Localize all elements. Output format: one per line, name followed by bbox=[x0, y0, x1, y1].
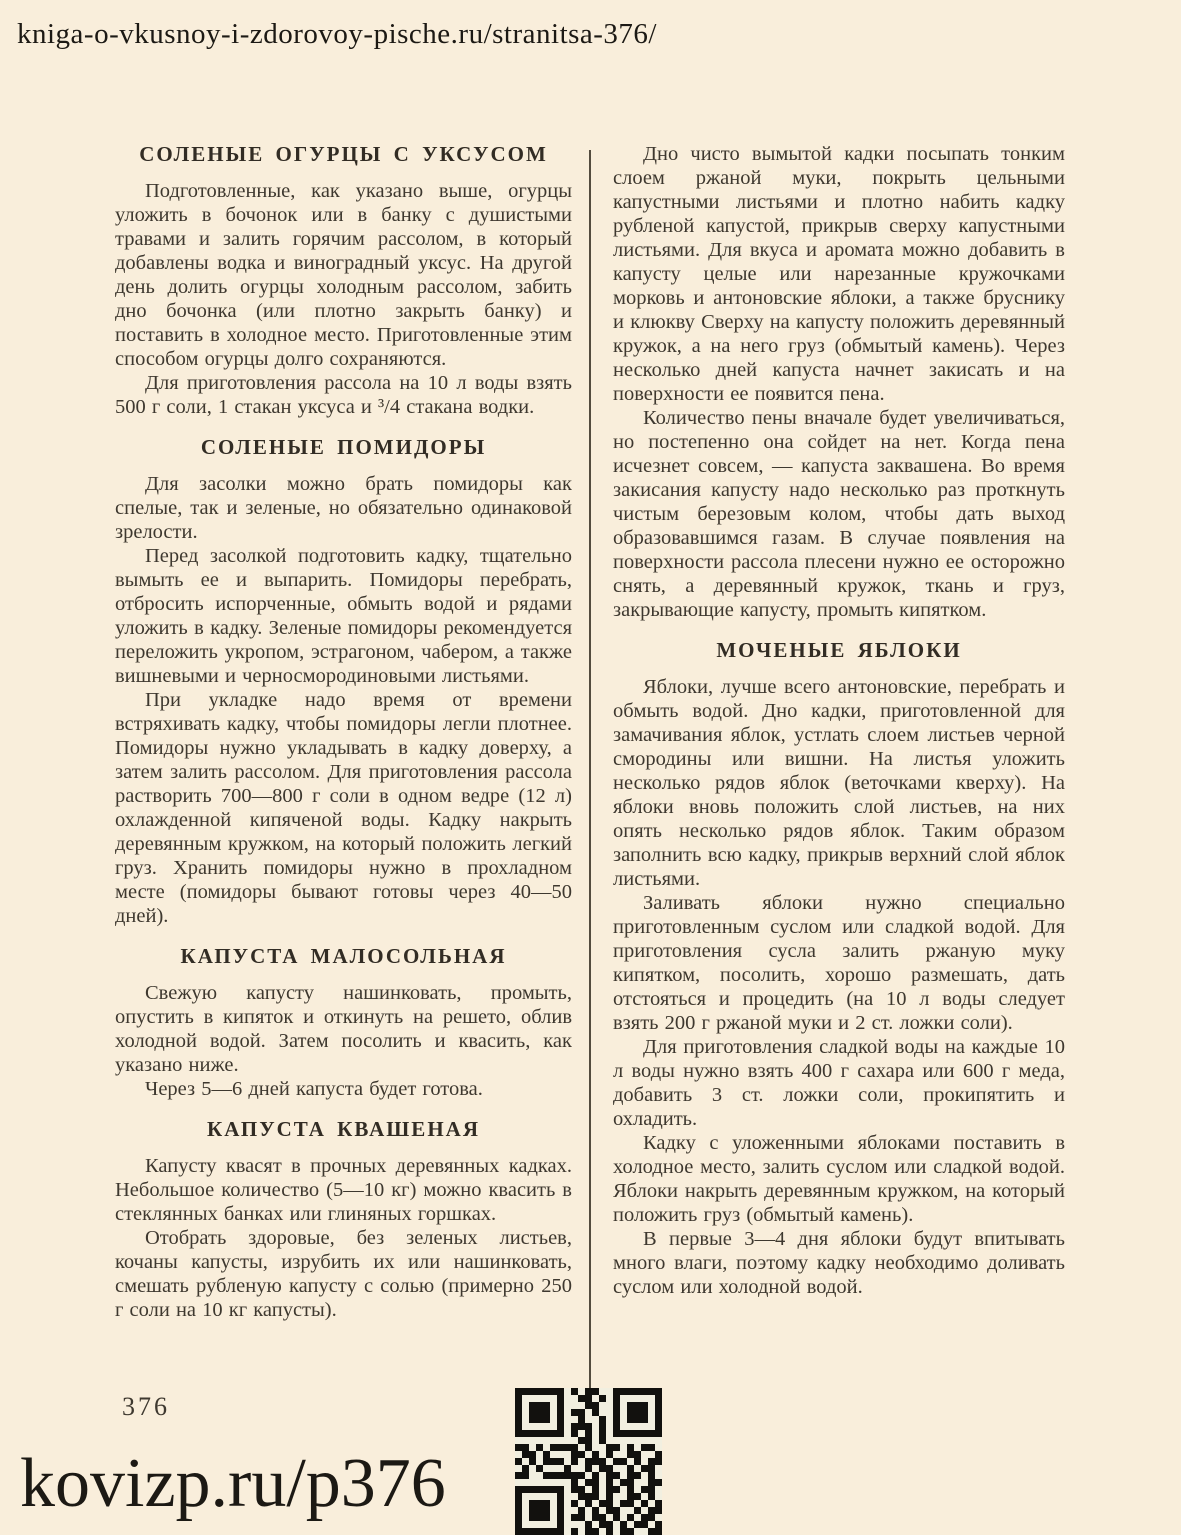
paragraph: В первые 3—4 дня яблоки будут впитывать много влаги, поэтому кадку необходимо доливать суслом или холодной водой. bbox=[613, 1228, 1065, 1298]
paragraph: Свежую капусту нашинковать, промыть, опустить в кипяток и откинуть на решето, облив холодной водой. Затем посолить и квасить, как указано ниже. bbox=[115, 982, 572, 1076]
paragraph: Подготовленные, как указано выше, огурцы уложить в бочонок или в банку с душистыми травами и залить горячим рассолом, в который добавлены водка и виноградный уксус. На другой день долить огурцы холодным рассолом, забить дно бочонка (или плотно закрыть банку) и поставить в холодное место. Приготовленные этим способом огурцы долго сохраняются. bbox=[115, 180, 572, 370]
left-column bbox=[115, 142, 572, 1322]
paragraph: Перед засолкой подготовить кадку, тщательно вымыть ее и выпарить. Помидоры перебрать, отбросить испорченные, обмыть водой и рядами уложить в кадку. Зеленые помидоры рекомендуется переложить укропом, эстрагоном, чабером, а также вишневыми и черносмородиновыми листьями. bbox=[115, 545, 572, 687]
section-heading: МОЧЕНЫЕ ЯБЛОКИ bbox=[716, 638, 962, 662]
url-header: kniga-o-vkusnoy-i-zdorovoy-pische.ru/stranitsa-376/ bbox=[17, 18, 657, 50]
section-soaked-apples bbox=[613, 638, 1065, 1299]
paragraph: Дно чисто вымытой кадки посыпать тонким слоем ржаной муки, покрыть цельными капустными листьями и плотно набить кадку рубленой капустой, прикрыв сверху капустными листьями. Для вкуса и аромата можно добавить в капусту целые или нарезанные кружочками морковь и антоновские яблоки, а также бруснику и клюкву Сверху на капусту положить деревянный кружок, а на него груз (обмытый камень). Через несколько дней капуста начнет закисать и на поверхности ее появится пена. bbox=[613, 143, 1065, 405]
paragraph: Для приготовления сладкой воды на каждые 10 л воды нужно взять 400 г сахара или 600 г меда, добавить 3 ст. ложки соли, прокипятить и охладить. bbox=[613, 1036, 1065, 1130]
paragraph: При укладке надо время от времени встряхивать кадку, чтобы помидоры легли плотнее. Помидоры нужно укладывать в кадку доверху, а затем залить рассолом. Для приготовления рассола растворить 700—800 г соли в одном ведре (12 л) охлажденной кипяченой воды. Кадку накрыть деревянным кружком, на который положить легкий груз. Хранить помидоры нужно в прохладном месте (помидоры бывают готовы через 40—50 дней). bbox=[115, 689, 572, 927]
section-pickled-tomatoes bbox=[115, 435, 572, 928]
paragraph: Для засолки можно брать помидоры как спелые, так и зеленые, но обязательно одинаковой зрелости. bbox=[115, 473, 572, 543]
qr-code-icon bbox=[515, 1388, 662, 1535]
paragraph: Яблоки, лучше всего антоновские, перебрать и обмыть водой. Дно кадки, приготовленной для замачивания яблок, устлать слоем листьев черной смородины или вишни. На листья уложить несколько рядов яблок (веточками кверху). На яблоки вновь положить слой листьев, на них опять несколько рядов яблок. Таким образом заполнить всю кадку, прикрыв верхний слой яблок листьями. bbox=[613, 676, 1065, 890]
column-divider bbox=[589, 150, 591, 1388]
section-heading: КАПУСТА МАЛОСОЛЬНАЯ bbox=[180, 944, 507, 968]
paragraph: Отобрать здоровые, без зеленых листьев, кочаны капусты, изрубить их или нашинковать, смешать рубленую капусту с солью (примерно 250 г соли на 10 кг капусты). bbox=[115, 1227, 572, 1321]
paragraph: Капусту квасят в прочных деревянных кадках. Небольшое количество (5—10 кг) можно квасить в стеклянных банках или глиняных горшках. bbox=[115, 1155, 572, 1225]
section-heading: СОЛЕНЫЕ ОГУРЦЫ С УКСУСОМ bbox=[139, 142, 548, 166]
page-number: 376 bbox=[122, 1392, 170, 1421]
section-heading: СОЛЕНЫЕ ПОМИДОРЫ bbox=[200, 435, 487, 459]
section-pickled-cucumbers-with-vinegar bbox=[115, 142, 572, 419]
footer-url: kovizp.ru/p376 bbox=[20, 1445, 446, 1522]
paragraph: Количество пены вначале будет увеличиваться, но постепенно она сойдет на нет. Когда пена исчезнет совсем, — капуста заквашена. Во время закисания капусту надо несколько раз проткнуть чистым березовым колом, чтобы дать выход образовавшимся газам. В случае появления на поверхности рассола плесени нужно ее осторожно снять, а деревянный кружок, ткань и груз, закрывающие капусту, промыть кипятком. bbox=[613, 407, 1065, 621]
section-sauerkraut-continued bbox=[613, 142, 1065, 622]
right-column bbox=[613, 142, 1065, 1299]
paragraph: Через 5—6 дней капуста будет готова. bbox=[145, 1078, 483, 1100]
paragraph: Заливать яблоки нужно специально приготовленным суслом или сладкой водой. Для приготовления сусла залить ржаную муку кипятком, посолить, хорошо размешать, дать отстояться и процедить (на 10 л воды следует взять 200 г ржаной муки и 2 ст. ложки соли). bbox=[613, 892, 1065, 1034]
section-lightly-salted-cabbage bbox=[115, 944, 572, 1101]
paragraph: Для приготовления рассола на 10 л воды взять 500 г соли, 1 стакан уксуса и ³/4 стакана водки. bbox=[115, 372, 572, 418]
section-heading: КАПУСТА КВАШЕНАЯ bbox=[207, 1117, 480, 1141]
section-sauerkraut bbox=[115, 1117, 572, 1322]
paragraph: Кадку с уложенными яблоками поставить в холодное место, залить суслом или сладкой водой. Яблоки накрыть деревянным кружком, на который положить груз (обмытый камень). bbox=[613, 1132, 1065, 1226]
